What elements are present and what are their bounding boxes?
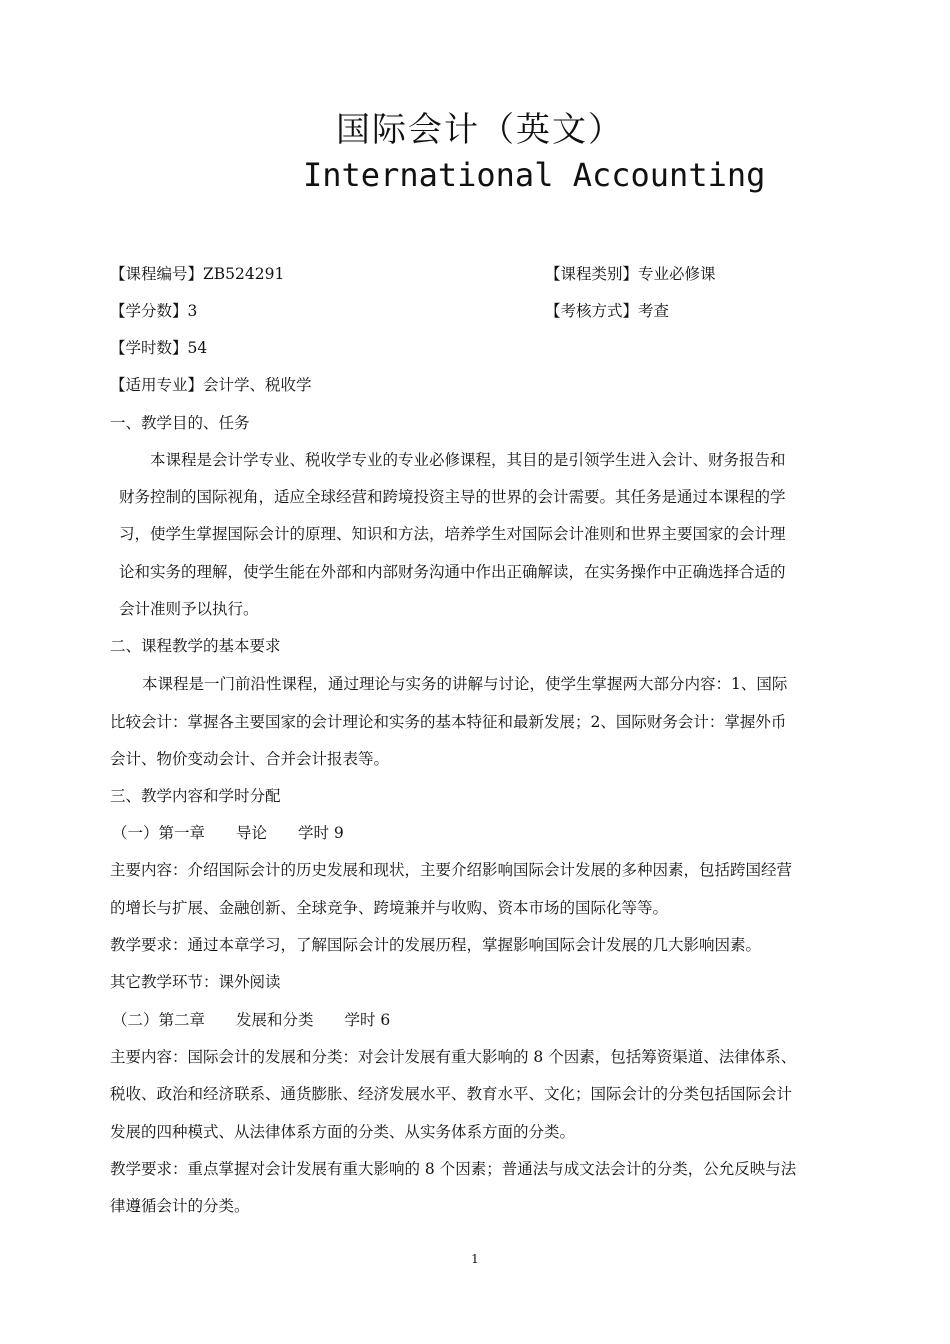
section1-line: 会计准则予以执行。 (119, 600, 259, 618)
section1-line: 财务控制的国际视角，适应全球经营和跨境投资主导的世界的会计需要。其任务是通过本课程的学 (119, 488, 786, 506)
section3-heading: 三、教学内容和学时分配 (110, 787, 281, 805)
page-number: 1 (471, 1252, 479, 1266)
chapter1-other: 其它教学环节：课外阅读 (110, 973, 281, 991)
chapter2-title: （二）第二章 发展和分类 学时 6 (112, 1011, 391, 1029)
section1-heading: 一、教学目的、任务 (110, 414, 250, 432)
chapter2-content-line: 税收、政治和经济联系、通货膨胀、经济发展水平、教育水平、文化；国际会计的分类包括国际会计 (110, 1085, 793, 1103)
chapter2-requirement-line: 律遵循会计的分类。 (110, 1197, 250, 1215)
section2-heading: 二、课程教学的基本要求 (110, 637, 281, 655)
credits: 【学分数】3 (110, 302, 198, 320)
section1-line: 论和实务的理解，使学生能在外部和内部财务沟通中作出正确解读，在实务操作中正确选择合适的 (119, 563, 786, 581)
chapter1-requirement: 教学要求：通过本章学习，了解国际会计的发展历程，掌握影响国际会计发展的几大影响因素。 (110, 936, 762, 954)
title-chinese: 国际会计（英文） (336, 110, 624, 150)
section2-line: 本课程是一门前沿性课程，通过理论与实务的讲解与讨论，使学生掌握两大部分内容：1、国际 (142, 675, 788, 693)
chapter1-content-line: 的增长与扩展、金融创新、全球竞争、跨境兼并与收购、资本市场的国际化等等。 (110, 899, 669, 917)
title-english: International Accounting (303, 156, 766, 194)
chapter2-requirement-line: 教学要求：重点掌握对会计发展有重大影响的 8 个因素；普通法与成文法会计的分类，公允反映与法 (110, 1160, 797, 1178)
section2-line: 比较会计：掌握各主要国家的会计理论和实务的基本特征和最新发展；2、国际财务会计：掌握外币 (110, 713, 787, 731)
course-type: 【课程类别】专业必修课 (545, 265, 716, 283)
applicable-majors: 【适用专业】会计学、税收学 (110, 376, 312, 394)
class-hours: 【学时数】54 (110, 339, 208, 357)
assessment-method: 【考核方式】考查 (545, 302, 670, 320)
chapter2-content-line: 发展的四种模式、从法律体系方面的分类、从实务体系方面的分类。 (110, 1123, 576, 1141)
chapter1-title: （一）第一章 导论 学时 9 (112, 824, 344, 842)
section1-line: 习，使学生掌握国际会计的原理、知识和方法，培养学生对国际会计准则和世界主要国家的会计理 (119, 525, 786, 543)
section1-line: 本课程是会计学专业、税收学专业的专业必修课程，其目的是引领学生进入会计、财务报告和 (150, 451, 786, 469)
chapter2-content-line: 主要内容：国际会计的发展和分类：对会计发展有重大影响的 8 个因素，包括筹资渠道、法律体系、 (110, 1048, 797, 1066)
chapter1-content-line: 主要内容：介绍国际会计的历史发展和现状，主要介绍影响国际会计发展的多种因素，包括跨国经营 (110, 861, 793, 879)
section2-line: 会计、物价变动会计、合并会计报表等。 (110, 750, 390, 768)
course-code: 【课程编号】ZB524291 (110, 265, 285, 283)
